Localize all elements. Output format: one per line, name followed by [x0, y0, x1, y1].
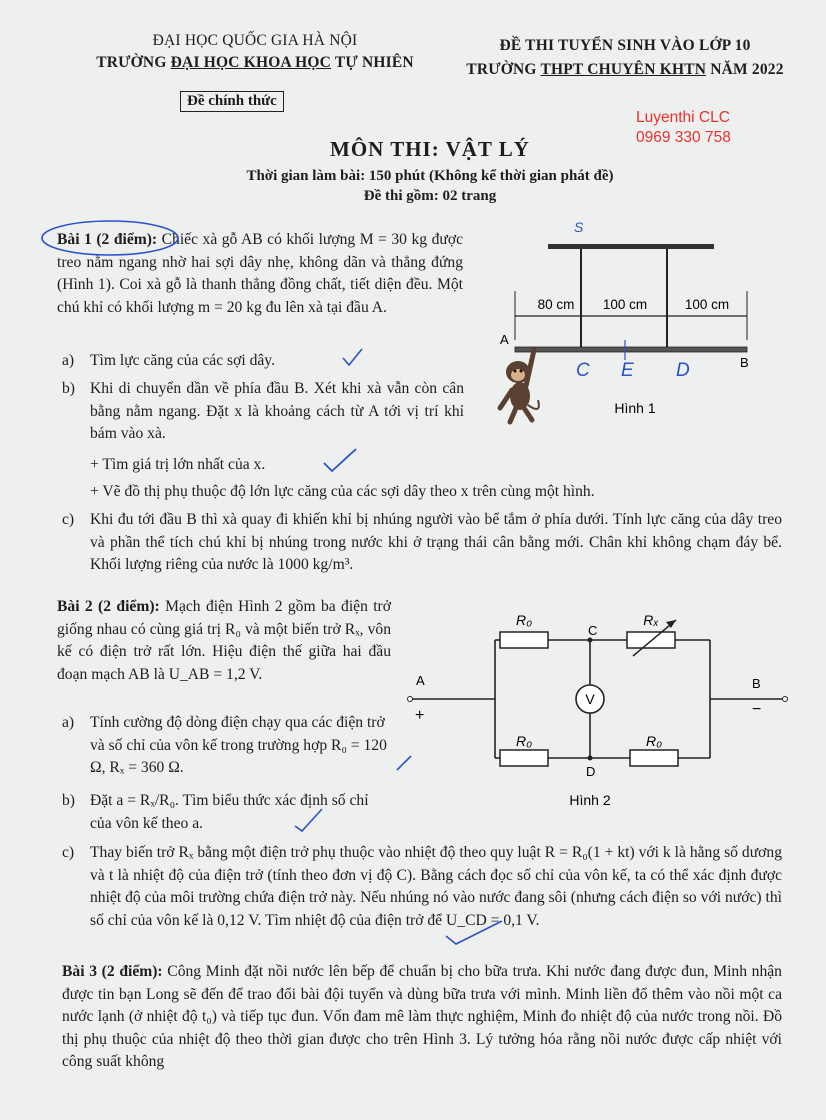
official-label: Đề chính thức	[180, 91, 284, 112]
bai1-a: a) Tìm lực căng của các sợi dây.	[62, 352, 275, 369]
ceiling	[548, 244, 714, 249]
resistor-r0-bottom-left	[500, 750, 548, 766]
bai1-b: b) Khi di chuyển dần về phía đầu B. Xét khi xà vẫn còn cân bằng nằm ngang. Đặt x là khoảng cách từ A tới vị trí khỉ bám vào xà.	[62, 380, 464, 442]
label-minus: −	[752, 701, 762, 718]
label-d: D	[586, 764, 596, 779]
voltmeter-label: V	[585, 691, 595, 707]
label-a: A	[416, 673, 425, 688]
check-mark-icon	[320, 446, 360, 476]
hand-label: S	[574, 219, 584, 235]
exam-pages: Đề thi gồm: 02 trang	[363, 188, 497, 204]
bai1-b2: + Vẽ đồ thị phụ thuộc độ lớn lực căng của các sợi dây theo x trên cùng một hình.	[90, 483, 595, 500]
label-rx: Rₓ	[643, 612, 659, 628]
bai1-intro: Bài 1 (2 điểm): Chiếc xà gỗ AB có khối lượng M = 30 kg được treo nằm ngang nhờ hai sợi dây nhẹ, không dãn và thẳng đứng (Hình 1). Coi xà gỗ là thanh thẳng đồng chất, tiết diện đều. Một chú khỉ có khối lượng m = 20 kg đu lên xà tại đầu A.	[57, 231, 463, 316]
label-plus: +	[415, 707, 425, 724]
label-a: A	[500, 332, 509, 347]
hand-label: C	[576, 360, 590, 381]
brand-phone: 0969 330 758	[636, 129, 731, 146]
label-c: C	[588, 623, 598, 638]
bai2-intro: Bài 2 (2 điểm): Mạch điện Hình 2 gồm ba điện trở giống nhau có cùng giá trị R₀ và một biến trở Rₓ, vôn kế có điện trở rất lớn. Hiệu điện thế giữa hai đầu đoạn mạch AB là U_AB = 1,2 V.	[57, 598, 391, 683]
bai1-c: c) Khi đu tới đầu B thì xà quay đi khiến khỉ bị nhúng người vào bể tắm ở phía dưới. Tính lực căng của dây treo và phần thể tích chú khỉ bị nhúng trong nước khi ở trạng thái cân bằng mới. Chân khỉ không chạm đáy bể. Khối lượng riêng của nước là 1000 kg/m³.	[62, 511, 782, 573]
exam-name: ĐỀ THI TUYỂN SINH VÀO LỚP 10	[499, 37, 751, 54]
figure-1	[490, 210, 760, 440]
university-name: ĐẠI HỌC QUỐC GIA HÀ NỘI	[152, 32, 358, 49]
label-r0-bl: R₀	[515, 733, 533, 749]
label-r0-top: R₀	[515, 612, 533, 628]
label-b: B	[740, 355, 749, 370]
label-r0-br: R₀	[645, 733, 663, 749]
bai2-a: a) Tính cường độ dòng điện chạy qua các điện trở và số chỉ của vôn kế trong trường hợp R₀ = 120 Ω, Rₓ = 360 Ω.	[62, 714, 387, 776]
check-mark-icon	[292, 806, 326, 834]
dim-100a: 100 cm	[602, 297, 648, 312]
terminal-a	[408, 697, 413, 702]
bai2-c: c) Thay biến trở Rₓ bằng một điện trở phụ thuộc vào nhiệt độ theo quy luật R = R₀(1 + kt) với k là hằng số dương và t là nhiệt độ của điện trở (tính theo đơn vị độ C). Bằng cách đọc số chỉ của vôn kế, ta có thể xác định được nhiệt độ của môi trường chứa điện trở này. Nếu nhúng nó vào nước đang sôi (nhưng cách điện so với nước) thì số chỉ của vôn kế là 0,12 V. Tìm nhiệt độ của điện trở để U_CD = 0,1 V.	[62, 844, 782, 929]
node-c-dot	[588, 638, 593, 643]
school-name: TRƯỜNG ĐẠI HỌC KHOA HỌC TỰ NHIÊN	[96, 54, 414, 71]
resistor-r0-bottom-right	[630, 750, 678, 766]
hand-label: D	[676, 360, 690, 381]
monkey-icon	[500, 350, 539, 422]
hand-label: E	[621, 360, 634, 381]
node-d-dot	[588, 756, 593, 761]
figure-1-caption: Hình 1	[614, 400, 656, 416]
figure-2-caption: Hình 2	[569, 792, 611, 808]
subject-title: MÔN THI: VẬT LÝ	[330, 137, 530, 161]
resistor-r0-top	[500, 632, 548, 648]
exam-school: TRƯỜNG THPT CHUYÊN KHTN NĂM 2022	[466, 61, 784, 78]
dim-80: 80 cm	[537, 297, 575, 312]
figure-2	[400, 600, 790, 815]
bai1-b1: + Tìm giá trị lớn nhất của x.	[90, 456, 266, 473]
terminal-b	[783, 697, 788, 702]
bai3-text: Bài 3 (2 điểm): Công Minh đặt nồi nước lên bếp để chuẩn bị cho bữa trưa. Khi nước đang được đun, Minh nhận được tin bạn Long sẽ đến để trao đổi bài đội tuyển và dùng bữa trưa với mình. Minh liền đổ thêm vào nồi một ca nước lạnh (ở nhiệt độ t₀) và tiếp tục đun. Vốn đam mê làm thực nghiệm, Minh đo nhiệt độ của nước trong nồi. Đồ thị phụ thuộc của nhiệt độ theo thời gian được cho trên Hình 3. Lý tưởng hóa rằng nồi nước được cấp nhiệt với công suất không	[62, 963, 782, 1070]
brand-name: Luyenthi CLC	[636, 109, 730, 126]
check-mark-icon	[442, 918, 506, 948]
label-b: B	[752, 676, 761, 691]
dim-100b: 100 cm	[684, 297, 730, 312]
beam	[515, 347, 747, 352]
check-mark-icon	[340, 346, 366, 370]
exam-time: Thời gian làm bài: 150 phút (Không kể thời gian phát đề)	[246, 168, 614, 184]
bai2-b: b) Đặt a = Rₓ/R₀. Tìm biểu thức xác định số chỉ của vôn kế theo a.	[62, 792, 369, 832]
handwritten-circle	[40, 218, 200, 258]
